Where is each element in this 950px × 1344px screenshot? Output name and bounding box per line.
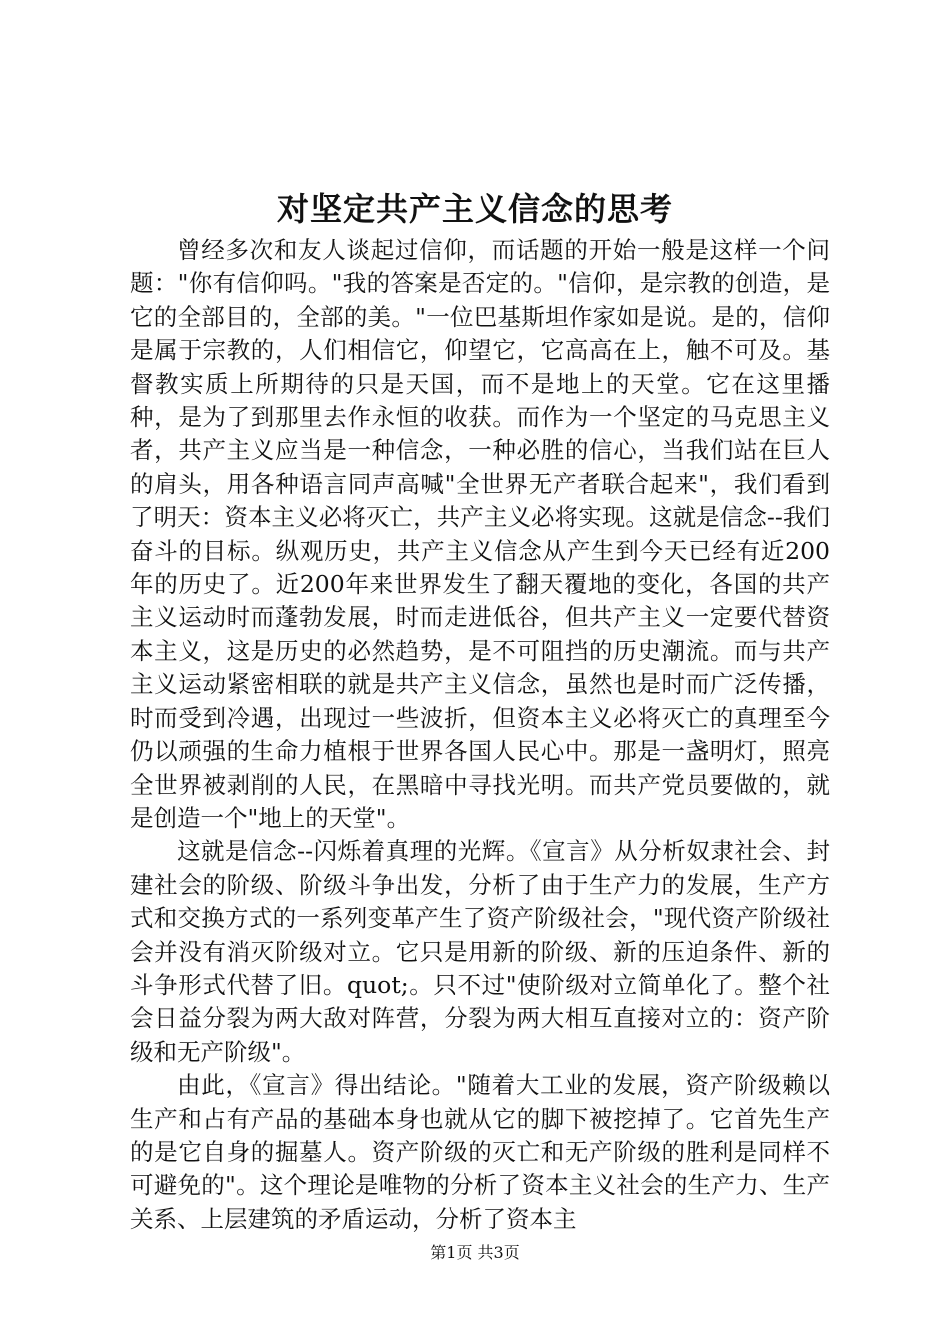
- document-body: [130, 234, 830, 1236]
- document-title: 对坚定共产主义信念的思考: [276, 190, 673, 228]
- paragraph-3: 由此，《宣言》得出结论。"随着大工业的发展，资产阶级赖以生产和占有产品的基础本身也就从它的脚下被挖掉了。它首先生产的是它自身的掘墓人。资产阶级的灭亡和无产阶级的胜利是同样不可避免的"。这个理论是唯物的分析了资本主义社会的生产力、生产关系、上层建筑的矛盾运动，分析了资本主: [130, 1071, 830, 1233]
- page-footer: 第1页 共3页: [430, 1243, 520, 1262]
- paragraph-2: 这就是信念--闪烁着真理的光辉。《宣言》从分析奴隶社会、封建社会的阶级、阶级斗争出发，分析了由于生产力的发展，生产方式和交换方式的一系列变革产生了资产阶级社会，"现代资产阶级社会并没有消灭阶级对立。它只是用新的阶级、新的压迫条件、新的斗争形式代替了旧。quot;。只不过"使阶级对立简单化了。整个社会日益分裂为两大敌对阵营，分裂为两大相互直接对立的：资产阶级和无产阶级"。: [130, 837, 830, 1066]
- paragraph-1: 曾经多次和友人谈起过信仰，而话题的开始一般是这样一个问题："你有信仰吗。"我的答案是否定的。"信仰，是宗教的创造，是它的全部目的，全部的美。"一位巴基斯坦作家如是说。是的，信仰是属于宗教的，人们相信它，仰望它，它高高在上，触不可及。基督教实质上所期待的只是天国，而不是地上的天堂。它在这里播种，是为了到那里去作永恒的收获。而作为一个坚定的马克思主义者，共产主义应当是一种信念，一种必胜的信心，当我们站在巨人的肩头，用各种语言同声高喊"全世界无产者联合起来"，我们看到了明天：资本主义必将灭亡，共产主义必将实现。这就是信念--我们奋斗的目标。纵观历史，共产主义信念从产生到今天已经有近200年的历史了。近200年来世界发生了翻天覆地的变化，各国的共产主义运动时而蓬勃发展，时而走进低谷，但共产主义一定要代替资本主义，这是历史的必然趋势，是不可阻挡的历史潮流。而与共产主义运动紧密相联的就是共产主义信念，虽然也是时而广泛传播，时而受到冷遇，出现过一些波折，但资本主义必将灭亡的真理至今仍以顽强的生命力植根于世界各国人民心中。那是一盏明灯，照亮全世界被剥削的人民，在黑暗中寻找光明。而共产党员要做的，就是创造一个"地上的天堂"。: [130, 236, 830, 832]
